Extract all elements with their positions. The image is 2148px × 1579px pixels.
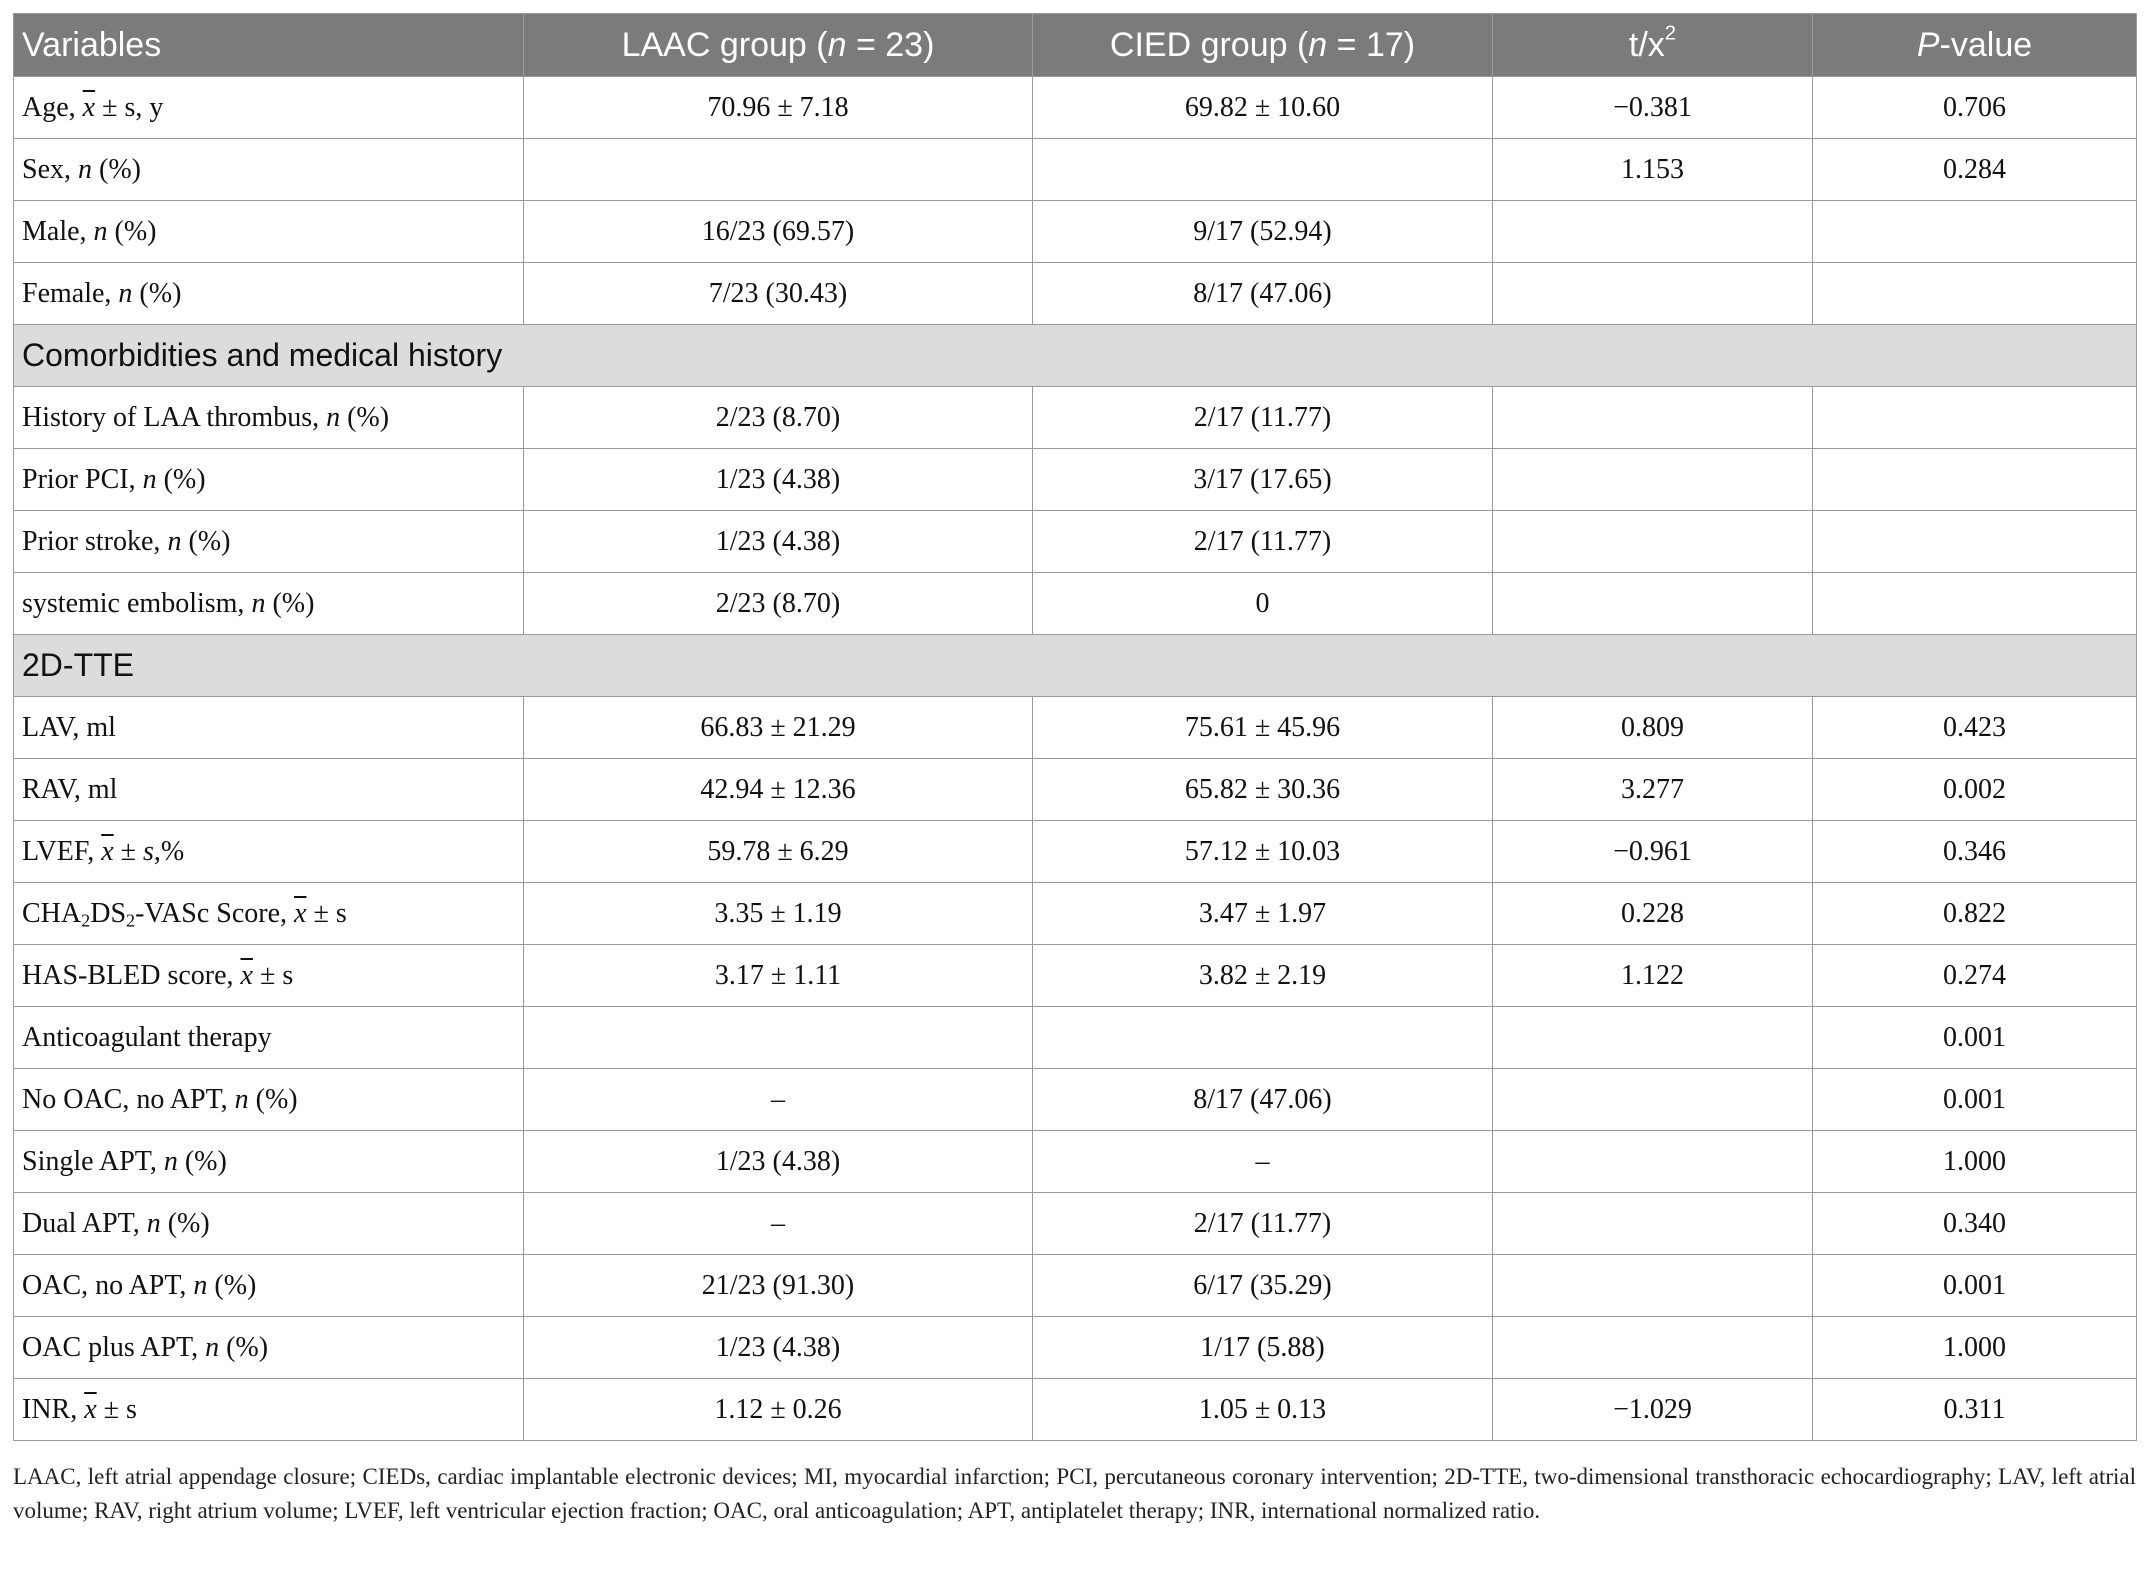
laac-cell: – — [524, 1069, 1033, 1131]
p-cell — [1813, 263, 2137, 325]
cied-cell: 2/17 (11.77) — [1033, 387, 1493, 449]
t-cell: 1.153 — [1493, 139, 1813, 201]
laac-cell: 2/23 (8.70) — [524, 387, 1033, 449]
cied-cell: 8/17 (47.06) — [1033, 1069, 1493, 1131]
t-cell: 0.228 — [1493, 883, 1813, 945]
table-row — [14, 1193, 2137, 1255]
p-cell: 1.000 — [1813, 1317, 2137, 1379]
p-cell: 0.284 — [1813, 139, 2137, 201]
header-variables: Variables — [14, 14, 524, 77]
row-label: Single APT, n (%) — [14, 1131, 524, 1193]
p-cell: 0.001 — [1813, 1255, 2137, 1317]
p-cell — [1813, 511, 2137, 573]
cied-cell: 8/17 (47.06) — [1033, 263, 1493, 325]
t-cell: −1.029 — [1493, 1379, 1813, 1441]
table-row — [14, 263, 2137, 325]
p-cell — [1813, 573, 2137, 635]
baseline-table — [13, 13, 2137, 1441]
laac-cell: – — [524, 1193, 1033, 1255]
row-label: systemic embolism, n (%) — [14, 573, 524, 635]
t-cell — [1493, 511, 1813, 573]
table-row — [14, 449, 2137, 511]
row-label: OAC, no APT, n (%) — [14, 1255, 524, 1317]
cied-cell: – — [1033, 1131, 1493, 1193]
table-row — [14, 1131, 2137, 1193]
cied-cell: 65.82 ± 30.36 — [1033, 759, 1493, 821]
table-row — [14, 387, 2137, 449]
header-laac: LAAC group (n = 23) — [524, 14, 1033, 77]
laac-cell: 42.94 ± 12.36 — [524, 759, 1033, 821]
p-cell: 0.706 — [1813, 77, 2137, 139]
t-cell — [1493, 1069, 1813, 1131]
t-cell — [1493, 1317, 1813, 1379]
p-cell: 0.002 — [1813, 759, 2137, 821]
cied-cell: 6/17 (35.29) — [1033, 1255, 1493, 1317]
table-row — [14, 1007, 2137, 1069]
cied-cell: 1.05 ± 0.13 — [1033, 1379, 1493, 1441]
laac-cell: 1.12 ± 0.26 — [524, 1379, 1033, 1441]
table-row — [14, 201, 2137, 263]
t-cell — [1493, 1007, 1813, 1069]
row-label: Sex, n (%) — [14, 139, 524, 201]
t-cell — [1493, 1193, 1813, 1255]
header-row — [14, 14, 2137, 77]
cied-cell: 3.82 ± 2.19 — [1033, 945, 1493, 1007]
p-cell: 1.000 — [1813, 1131, 2137, 1193]
laac-cell: 3.17 ± 1.11 — [524, 945, 1033, 1007]
table-container — [13, 13, 2136, 1441]
row-label: $CHA_2DS_2$-VASc Score, $\overline{x} \pm s$ — [14, 883, 524, 945]
laac-cell — [524, 1007, 1033, 1069]
p-cell — [1813, 201, 2137, 263]
cied-cell: 3/17 (17.65) — [1033, 449, 1493, 511]
row-label: LVEF, $\overline{x} \pm s,\%$ — [14, 821, 524, 883]
row-label: Anticoagulant therapy — [14, 1007, 524, 1069]
section-row — [14, 325, 2137, 387]
laac-cell: 1/23 (4.38) — [524, 511, 1033, 573]
t-cell — [1493, 449, 1813, 511]
t-cell — [1493, 201, 1813, 263]
table-row — [14, 139, 2137, 201]
cied-cell: 57.12 ± 10.03 — [1033, 821, 1493, 883]
row-label: Dual APT, n (%) — [14, 1193, 524, 1255]
table-row — [14, 511, 2137, 573]
t-cell — [1493, 263, 1813, 325]
row-label: INR, $\overline{x} \pm s$ — [14, 1379, 524, 1441]
header-p: P-value — [1813, 14, 2137, 77]
cied-cell: 0 — [1033, 573, 1493, 635]
p-cell: 0.274 — [1813, 945, 2137, 1007]
p-cell: 0.311 — [1813, 1379, 2137, 1441]
laac-cell: 1/23 (4.38) — [524, 1131, 1033, 1193]
laac-cell: 70.96 ± 7.18 — [524, 77, 1033, 139]
cied-cell — [1033, 1007, 1493, 1069]
t-cell: 1.122 — [1493, 945, 1813, 1007]
laac-cell: 2/23 (8.70) — [524, 573, 1033, 635]
section-heading-comorbidities: Comorbidities and medical history — [14, 325, 2137, 387]
row-label: Age, $\overline{x} \pm s$, y — [14, 77, 524, 139]
p-cell: 0.423 — [1813, 697, 2137, 759]
laac-cell: 59.78 ± 6.29 — [524, 821, 1033, 883]
laac-cell: 66.83 ± 21.29 — [524, 697, 1033, 759]
t-cell — [1493, 387, 1813, 449]
row-label: No OAC, no APT, n (%) — [14, 1069, 524, 1131]
table-row — [14, 821, 2137, 883]
t-cell — [1493, 1255, 1813, 1317]
row-label: Prior stroke, n (%) — [14, 511, 524, 573]
cied-cell: 2/17 (11.77) — [1033, 511, 1493, 573]
table-row — [14, 1255, 2137, 1317]
p-cell — [1813, 387, 2137, 449]
row-label: OAC plus APT, n (%) — [14, 1317, 524, 1379]
section-row — [14, 635, 2137, 697]
row-label: Female, n (%) — [14, 263, 524, 325]
laac-cell — [524, 139, 1033, 201]
p-cell: 0.001 — [1813, 1007, 2137, 1069]
table-row — [14, 1069, 2137, 1131]
t-cell: −0.961 — [1493, 821, 1813, 883]
cied-cell: 1/17 (5.88) — [1033, 1317, 1493, 1379]
cied-cell: 75.61 ± 45.96 — [1033, 697, 1493, 759]
t-cell: 3.277 — [1493, 759, 1813, 821]
laac-cell: 16/23 (69.57) — [524, 201, 1033, 263]
laac-cell: 3.35 ± 1.19 — [524, 883, 1033, 945]
p-cell: 0.822 — [1813, 883, 2137, 945]
laac-cell: 7/23 (30.43) — [524, 263, 1033, 325]
cied-cell: 3.47 ± 1.97 — [1033, 883, 1493, 945]
cied-cell: 2/17 (11.77) — [1033, 1193, 1493, 1255]
table-row — [14, 945, 2137, 1007]
laac-cell: 1/23 (4.38) — [524, 1317, 1033, 1379]
cied-cell — [1033, 139, 1493, 201]
section-heading-2d-tte: 2D-TTE — [14, 635, 2137, 697]
t-cell — [1493, 1131, 1813, 1193]
laac-cell: 21/23 (91.30) — [524, 1255, 1033, 1317]
header-t: $t/x^2$ — [1493, 14, 1813, 77]
t-cell: −0.381 — [1493, 77, 1813, 139]
table-row — [14, 759, 2137, 821]
row-label: History of LAA thrombus, n (%) — [14, 387, 524, 449]
row-label: RAV, ml — [14, 759, 524, 821]
cied-cell: 69.82 ± 10.60 — [1033, 77, 1493, 139]
t-cell — [1493, 573, 1813, 635]
row-label: HAS-BLED score, $\overline{x} \pm s$ — [14, 945, 524, 1007]
p-cell — [1813, 449, 2137, 511]
t-cell: 0.809 — [1493, 697, 1813, 759]
p-cell: 0.340 — [1813, 1193, 2137, 1255]
p-cell: 0.346 — [1813, 821, 2137, 883]
laac-cell: 1/23 (4.38) — [524, 449, 1033, 511]
table-row — [14, 1317, 2137, 1379]
table-row — [14, 883, 2137, 945]
table-row — [14, 77, 2137, 139]
table-row — [14, 573, 2137, 635]
table-footnote: LAAC, left atrial appendage closure; CIEDs, cardiac implantable electronic devices; MI, myocardial infarction; PCI, percutaneous coronary intervention; 2D-TTE, two-dimensional transthoracic echocardiography; LAV, left atrial volume; RAV, right atrium volume; LVEF, left ventricular ejection fraction; OAC, oral anticoagulation; APT, antiplatelet therapy; INR, international normalized ratio. — [13, 1464, 2136, 1523]
p-cell: 0.001 — [1813, 1069, 2137, 1131]
row-label: LAV, ml — [14, 697, 524, 759]
row-label: Prior PCI, n (%) — [14, 449, 524, 511]
table-row — [14, 1379, 2137, 1441]
header-cied: CIED group (n = 17) — [1033, 14, 1493, 77]
table-row — [14, 697, 2137, 759]
row-label: Male, n (%) — [14, 201, 524, 263]
cied-cell: 9/17 (52.94) — [1033, 201, 1493, 263]
